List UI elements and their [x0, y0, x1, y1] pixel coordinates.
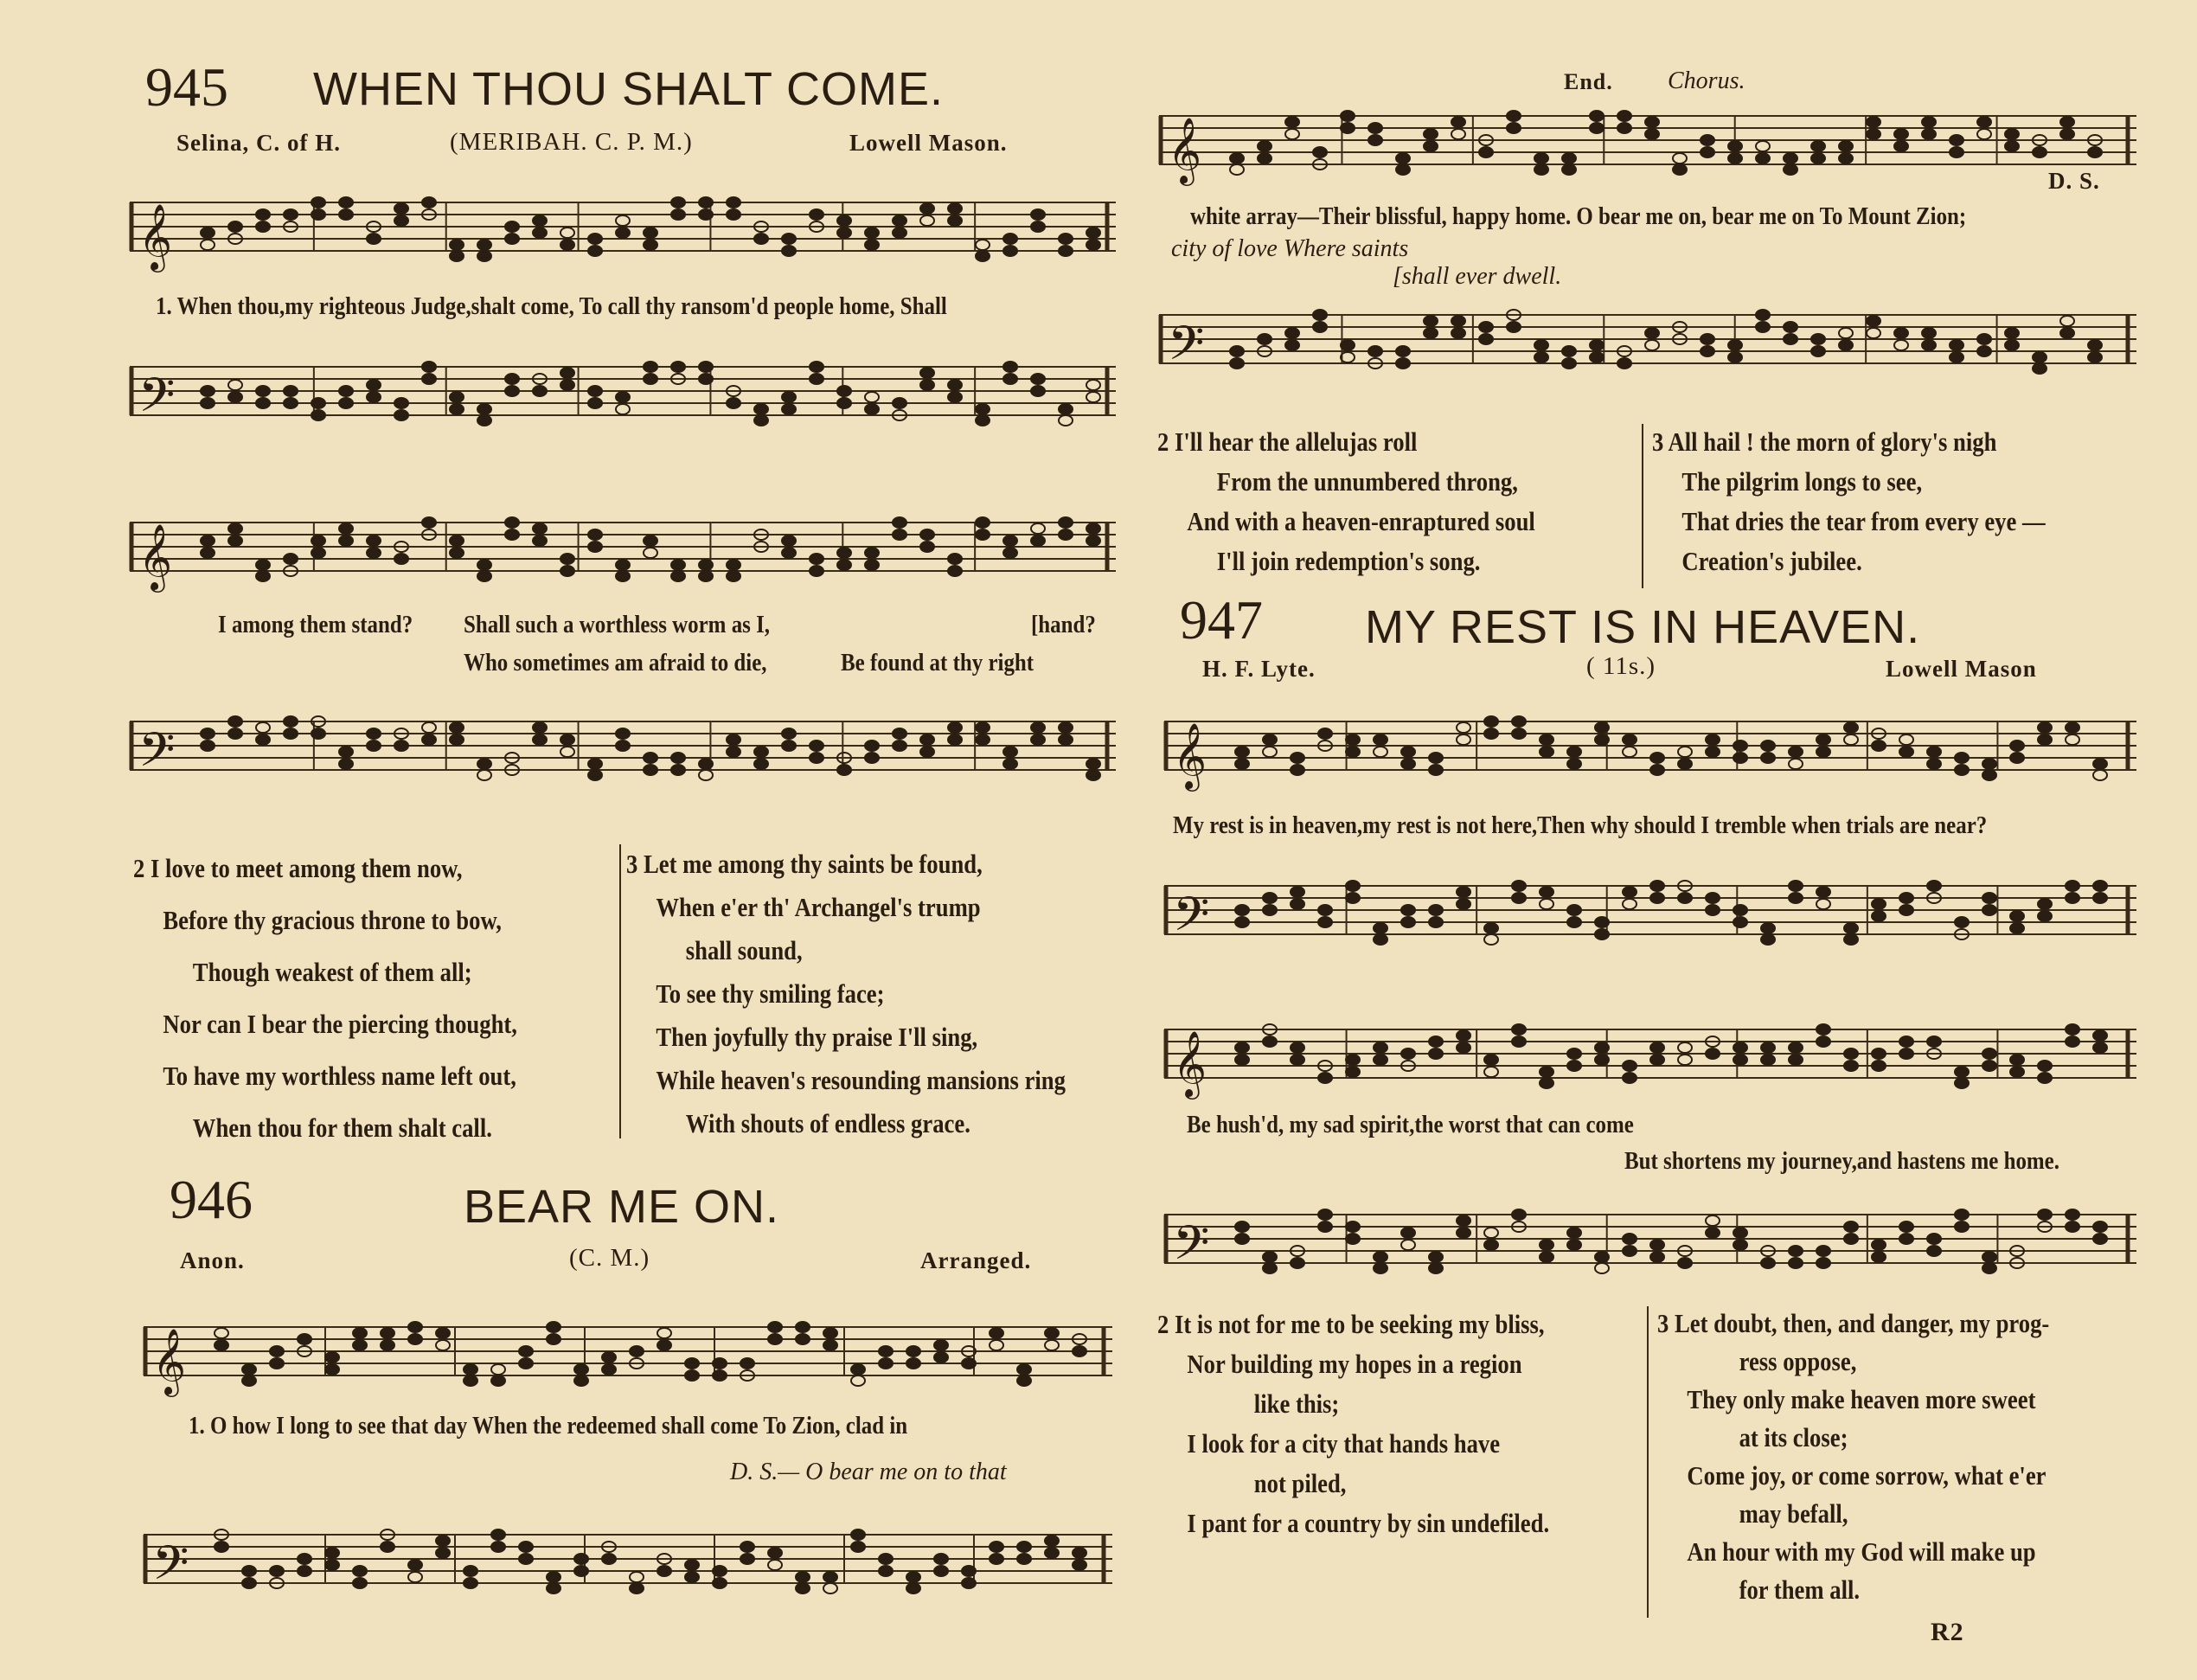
svg-text:𝄢: 𝄢: [152, 1536, 189, 1602]
hymn-946-bass-staff-1: [144, 1514, 1112, 1626]
hymn-946-treble-staff-2: [1159, 95, 2136, 208]
verse-divider: [619, 844, 621, 1138]
hymn-945-title: WHEN THOU SHALT COME.: [313, 63, 945, 115]
hymn-946-lyric-2: white array—Their blissful, happy home. O bear me on, bear me on To Mount Zion;: [1190, 202, 1967, 230]
hymn-946-number: 946: [170, 1169, 253, 1230]
hymn-946-end-label: End.: [1564, 69, 1613, 94]
hymn-947-tune: ( 11s.): [1586, 652, 1656, 680]
hymn-947-verse-2: 2 It is not for me to be seeking my bliss, Nor building my hopes in a region like this; I look for a city that hands have not piled, I pant for a country by sin undefiled.: [1157, 1309, 1550, 1538]
hymn-945-bass-staff-1: [130, 346, 1116, 458]
hymn-946-chorus-label: Chorus.: [1668, 67, 1745, 94]
hymn-947-author: H. F. Lyte.: [1202, 656, 1316, 682]
verse-divider: [1642, 424, 1643, 588]
hymn-945-verse-3: 3 Let me among thy saints be found, When e'er th' Archangel's trump shall sound, To see thy smiling face; Then joyfully thy praise I'll sing, While heaven's resounding mansions ring With shouts of endless grace.: [626, 849, 1066, 1138]
svg-text:𝄢: 𝄢: [138, 722, 176, 789]
page-mark: R2: [1931, 1618, 1964, 1646]
hymn-945-lyric-2e: Be found at thy right: [841, 649, 1034, 676]
hymn-946-author: Anon.: [180, 1247, 245, 1273]
hymn-947-bass-staff-2: [1164, 1194, 2136, 1306]
hymn-945-lyric-2d: [hand?: [1031, 611, 1096, 638]
hymn-945-treble-staff-2: [130, 502, 1116, 614]
svg-text:𝄞: 𝄞: [138, 203, 173, 270]
hymn-945-composer: Lowell Mason.: [849, 130, 1008, 156]
hymn-946-title: BEAR ME ON.: [464, 1181, 780, 1233]
hymn-947-verse-3: 3 Let doubt, then, and danger, my prog- ress oppose, They only make heaven more sweet at its close; Come joy, or come sorrow, what e'er may befall, An hour with my God will make up for them all.: [1657, 1308, 2050, 1605]
hymn-946-treble-staff-1: [144, 1306, 1112, 1419]
svg-text:𝄢: 𝄢: [1173, 1215, 1210, 1282]
hymn-947-bass-staff-1: [1164, 865, 2136, 978]
svg-text:𝄞: 𝄞: [152, 1328, 187, 1395]
svg-text:𝄞: 𝄞: [138, 523, 173, 590]
verse-divider: [1647, 1306, 1649, 1618]
hymn-945-lyric-2c: Who sometimes am afraid to die,: [464, 649, 767, 676]
hymn-945-lyric-1: 1. When thou,my righteous Judge,shalt come, To call thy ransom'd people home, Shall: [156, 292, 947, 320]
svg-text:𝄞: 𝄞: [1173, 1030, 1207, 1097]
hymn-946-ital-line: city of love Where saints: [1171, 235, 1409, 262]
hymn-945-author: Selina, C. of H.: [176, 130, 342, 156]
hymn-947-number: 947: [1180, 589, 1263, 651]
hymn-946-composer: Arranged.: [920, 1247, 1032, 1273]
svg-text:𝄞: 𝄞: [1173, 722, 1207, 789]
hymn-947-lyric-1: My rest is in heaven,my rest is not here,Then why should I tremble when trials are near?: [1173, 811, 1988, 839]
hymn-946-verse-2: 2 I'll hear the allelujas roll From the unnumbered throng, And with a heaven-enraptured soul I'll join redemption's song.: [1157, 426, 1535, 576]
svg-text:𝄢: 𝄢: [138, 368, 176, 434]
hymn-946-ital-line-2: [shall ever dwell.: [1393, 263, 1562, 290]
hymn-945-treble-staff-1: [130, 182, 1116, 294]
hymn-946-tune: (C. M.): [569, 1244, 650, 1272]
hymn-947-title: MY REST IS IN HEAVEN.: [1365, 601, 1921, 653]
hymn-945-number: 945: [145, 56, 228, 118]
svg-text:𝄞: 𝄞: [1168, 117, 1202, 183]
hymn-945-verse-2: 2 I love to meet among them now, Before thy gracious throne to bow, Though weakest of them all; Nor can I bear the piercing thought, To have my worthless name left out, When thou for them shalt call.: [133, 853, 517, 1143]
hymn-947-treble-staff-2: [1164, 1009, 2136, 1121]
hymn-947-treble-staff-1: [1164, 701, 2136, 813]
hymn-945-lyric-2b: Shall such a worthless worm as I,: [464, 611, 771, 638]
hymn-946-ds-mark: D. S.: [2048, 168, 2100, 194]
hymn-946-bass-staff-2: [1159, 294, 2136, 407]
svg-text:𝄢: 𝄢: [1168, 316, 1205, 382]
hymn-947-composer: Lowell Mason: [1886, 656, 2037, 682]
hymn-945-bass-staff-2: [130, 701, 1116, 813]
hymn-946-lyric-1: 1. O how I long to see that day When the redeemed shall come To Zion, clad in: [189, 1412, 908, 1440]
hymn-946-ds-text: D. S.— O bear me on to that: [730, 1459, 1007, 1485]
hymn-946-verse-3: 3 All hail ! the morn of glory's nigh The pilgrim longs to see, That dries the tear from every eye — Creation's jubilee.: [1652, 426, 2046, 576]
hymn-947-lyric-2: Be hush'd, my sad spirit,the worst that can come: [1187, 1111, 1634, 1138]
svg-text:𝄢: 𝄢: [1173, 887, 1210, 953]
hymn-947-lyric-3: But shortens my journey,and hastens me home.: [1624, 1147, 2059, 1175]
hymn-945-tune: (MERIBAH. C. P. M.): [450, 128, 693, 156]
hymn-945-lyric-2a: I among them stand?: [218, 611, 413, 638]
